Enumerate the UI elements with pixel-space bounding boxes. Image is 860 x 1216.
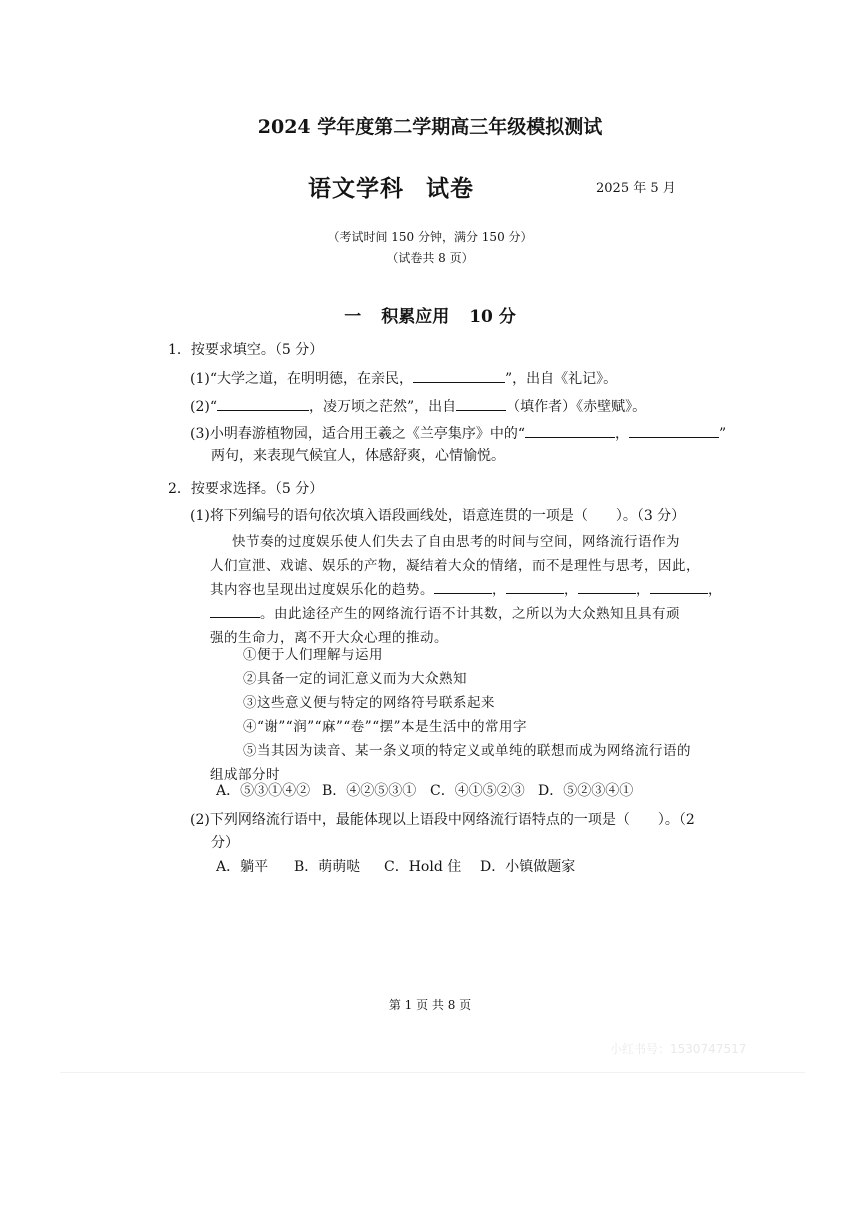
- page-footer: 第 1 页 共 8 页: [388, 998, 472, 1012]
- option-d[interactable]: D．⑤②③④①: [538, 783, 634, 799]
- passage-line: 人们宣泄、戏谑、娱乐的产物，凝结着大众的情绪，而不是理性与思考，因此，: [210, 558, 700, 574]
- scan-edge-line: [60, 1072, 805, 1073]
- q2-sub-2-cont: 分）: [211, 835, 239, 851]
- answer-blank[interactable]: [629, 422, 719, 438]
- fill-blank[interactable]: [650, 578, 708, 594]
- passage-line: 其内容也呈现出过度娱乐化的趋势。 ， ， ， ，: [210, 578, 722, 598]
- q2-2-options: [216, 856, 575, 876]
- q1-item-1-tail: ”，出自《礼记》。: [505, 371, 618, 387]
- sentence-2: ②具备一定的词汇意义而为大众熟知: [243, 671, 467, 687]
- fill-blank[interactable]: [434, 578, 492, 594]
- q1-item-3-quote: ”: [719, 426, 727, 442]
- section-name: 积累应用: [381, 307, 450, 327]
- option-a[interactable]: A．躺平: [216, 859, 269, 875]
- section-number: 一: [344, 307, 362, 327]
- q1-item-2-text: (2)“: [190, 399, 217, 415]
- answer-blank[interactable]: [217, 395, 309, 411]
- exam-title: 2024 学年度第二学期高三年级模拟测试: [257, 116, 603, 138]
- q1-item-2: [190, 395, 646, 416]
- q2-1-options: [216, 780, 633, 800]
- fill-blank[interactable]: [578, 578, 636, 594]
- q1-item-3-text: (3)小明春游植物园，适合用王羲之《兰亭集序》中的“: [190, 426, 525, 442]
- option-d[interactable]: D．小镇做题家: [480, 859, 576, 875]
- passage-line: 强的生命力，离不开大众心理的推动。: [210, 630, 448, 646]
- section-heading: [0, 302, 860, 327]
- fill-blank[interactable]: [210, 602, 260, 618]
- sentence-5: ⑤当其因为读音、某一条义项的特定义或单纯的联想而成为网络流行语的: [243, 743, 691, 759]
- option-c[interactable]: C．④①⑤②③: [430, 783, 525, 799]
- section-score: 10 分: [469, 307, 516, 327]
- q2-sub-2: (2)下列网络流行语中，最能体现以上语段中网络流行语特点的一项是（ ）。（2: [190, 812, 695, 828]
- sentence-4: ④“谢”“润”“麻”“卷”“摆”本是生活中的常用字: [243, 719, 528, 735]
- option-c[interactable]: C．Hold 住: [384, 859, 462, 875]
- q2-sub-1: (1)将下列编号的语句依次填入语段画线处，语意连贯的一项是（ ）。（3 分）: [190, 508, 686, 524]
- option-b[interactable]: B．萌萌哒: [294, 859, 361, 875]
- passage-line: 快节奏的过度娱乐使人们失去了自由思考的时间与空间，网络流行语作为: [232, 534, 680, 550]
- paper-label: 试卷: [426, 175, 474, 202]
- exam-time-info: （考试时间 150 分钟，满分 150 分）: [327, 230, 533, 244]
- exam-date: 2025 年 5 月: [596, 181, 676, 196]
- option-b[interactable]: B．④②⑤③①: [322, 783, 417, 799]
- passage-text: 。由此途径产生的网络流行语不计其数，之所以为大众熟知且具有顽: [260, 606, 680, 622]
- q1-item-1: [190, 367, 617, 388]
- subject-name: 语文学科: [308, 175, 404, 202]
- sentence-3: ③这些意义便与特定的网络符号联系起来: [243, 695, 495, 711]
- q1-item-3-comma: ，: [615, 426, 629, 442]
- fill-blank[interactable]: [506, 578, 564, 594]
- subject-heading: [308, 170, 474, 203]
- watermark: 小红书号：1530747517: [610, 1042, 747, 1056]
- q1-item-2-mid: ，凌万顷之茫然”，出自: [309, 399, 457, 415]
- q1-stem: 1．按要求填空。（5 分）: [168, 342, 324, 358]
- page-count-info: （试卷共 8 页）: [386, 251, 474, 265]
- option-a[interactable]: A．⑤③①④②: [216, 783, 311, 799]
- q1-item-2-tail: （填作者）《赤壁赋》。: [506, 399, 647, 415]
- q1-item-1-text: (1)“大学之道，在明明德，在亲民，: [190, 371, 413, 387]
- sentence-1: ①便于人们理解与运用: [243, 647, 383, 663]
- answer-blank[interactable]: [413, 367, 505, 383]
- q1-item-3-cont: 两句，来表现气候宜人，体感舒爽，心情愉悦。: [211, 448, 505, 464]
- q1-item-3: [190, 422, 726, 443]
- answer-blank[interactable]: [525, 422, 615, 438]
- answer-blank[interactable]: [456, 395, 506, 411]
- passage-line: [210, 602, 680, 622]
- passage-text: 其内容也呈现出过度娱乐化的趋势。: [210, 582, 434, 598]
- q2-stem: 2．按要求选择。（5 分）: [168, 481, 324, 497]
- sentence-5-cont: 组成部分时: [210, 767, 280, 783]
